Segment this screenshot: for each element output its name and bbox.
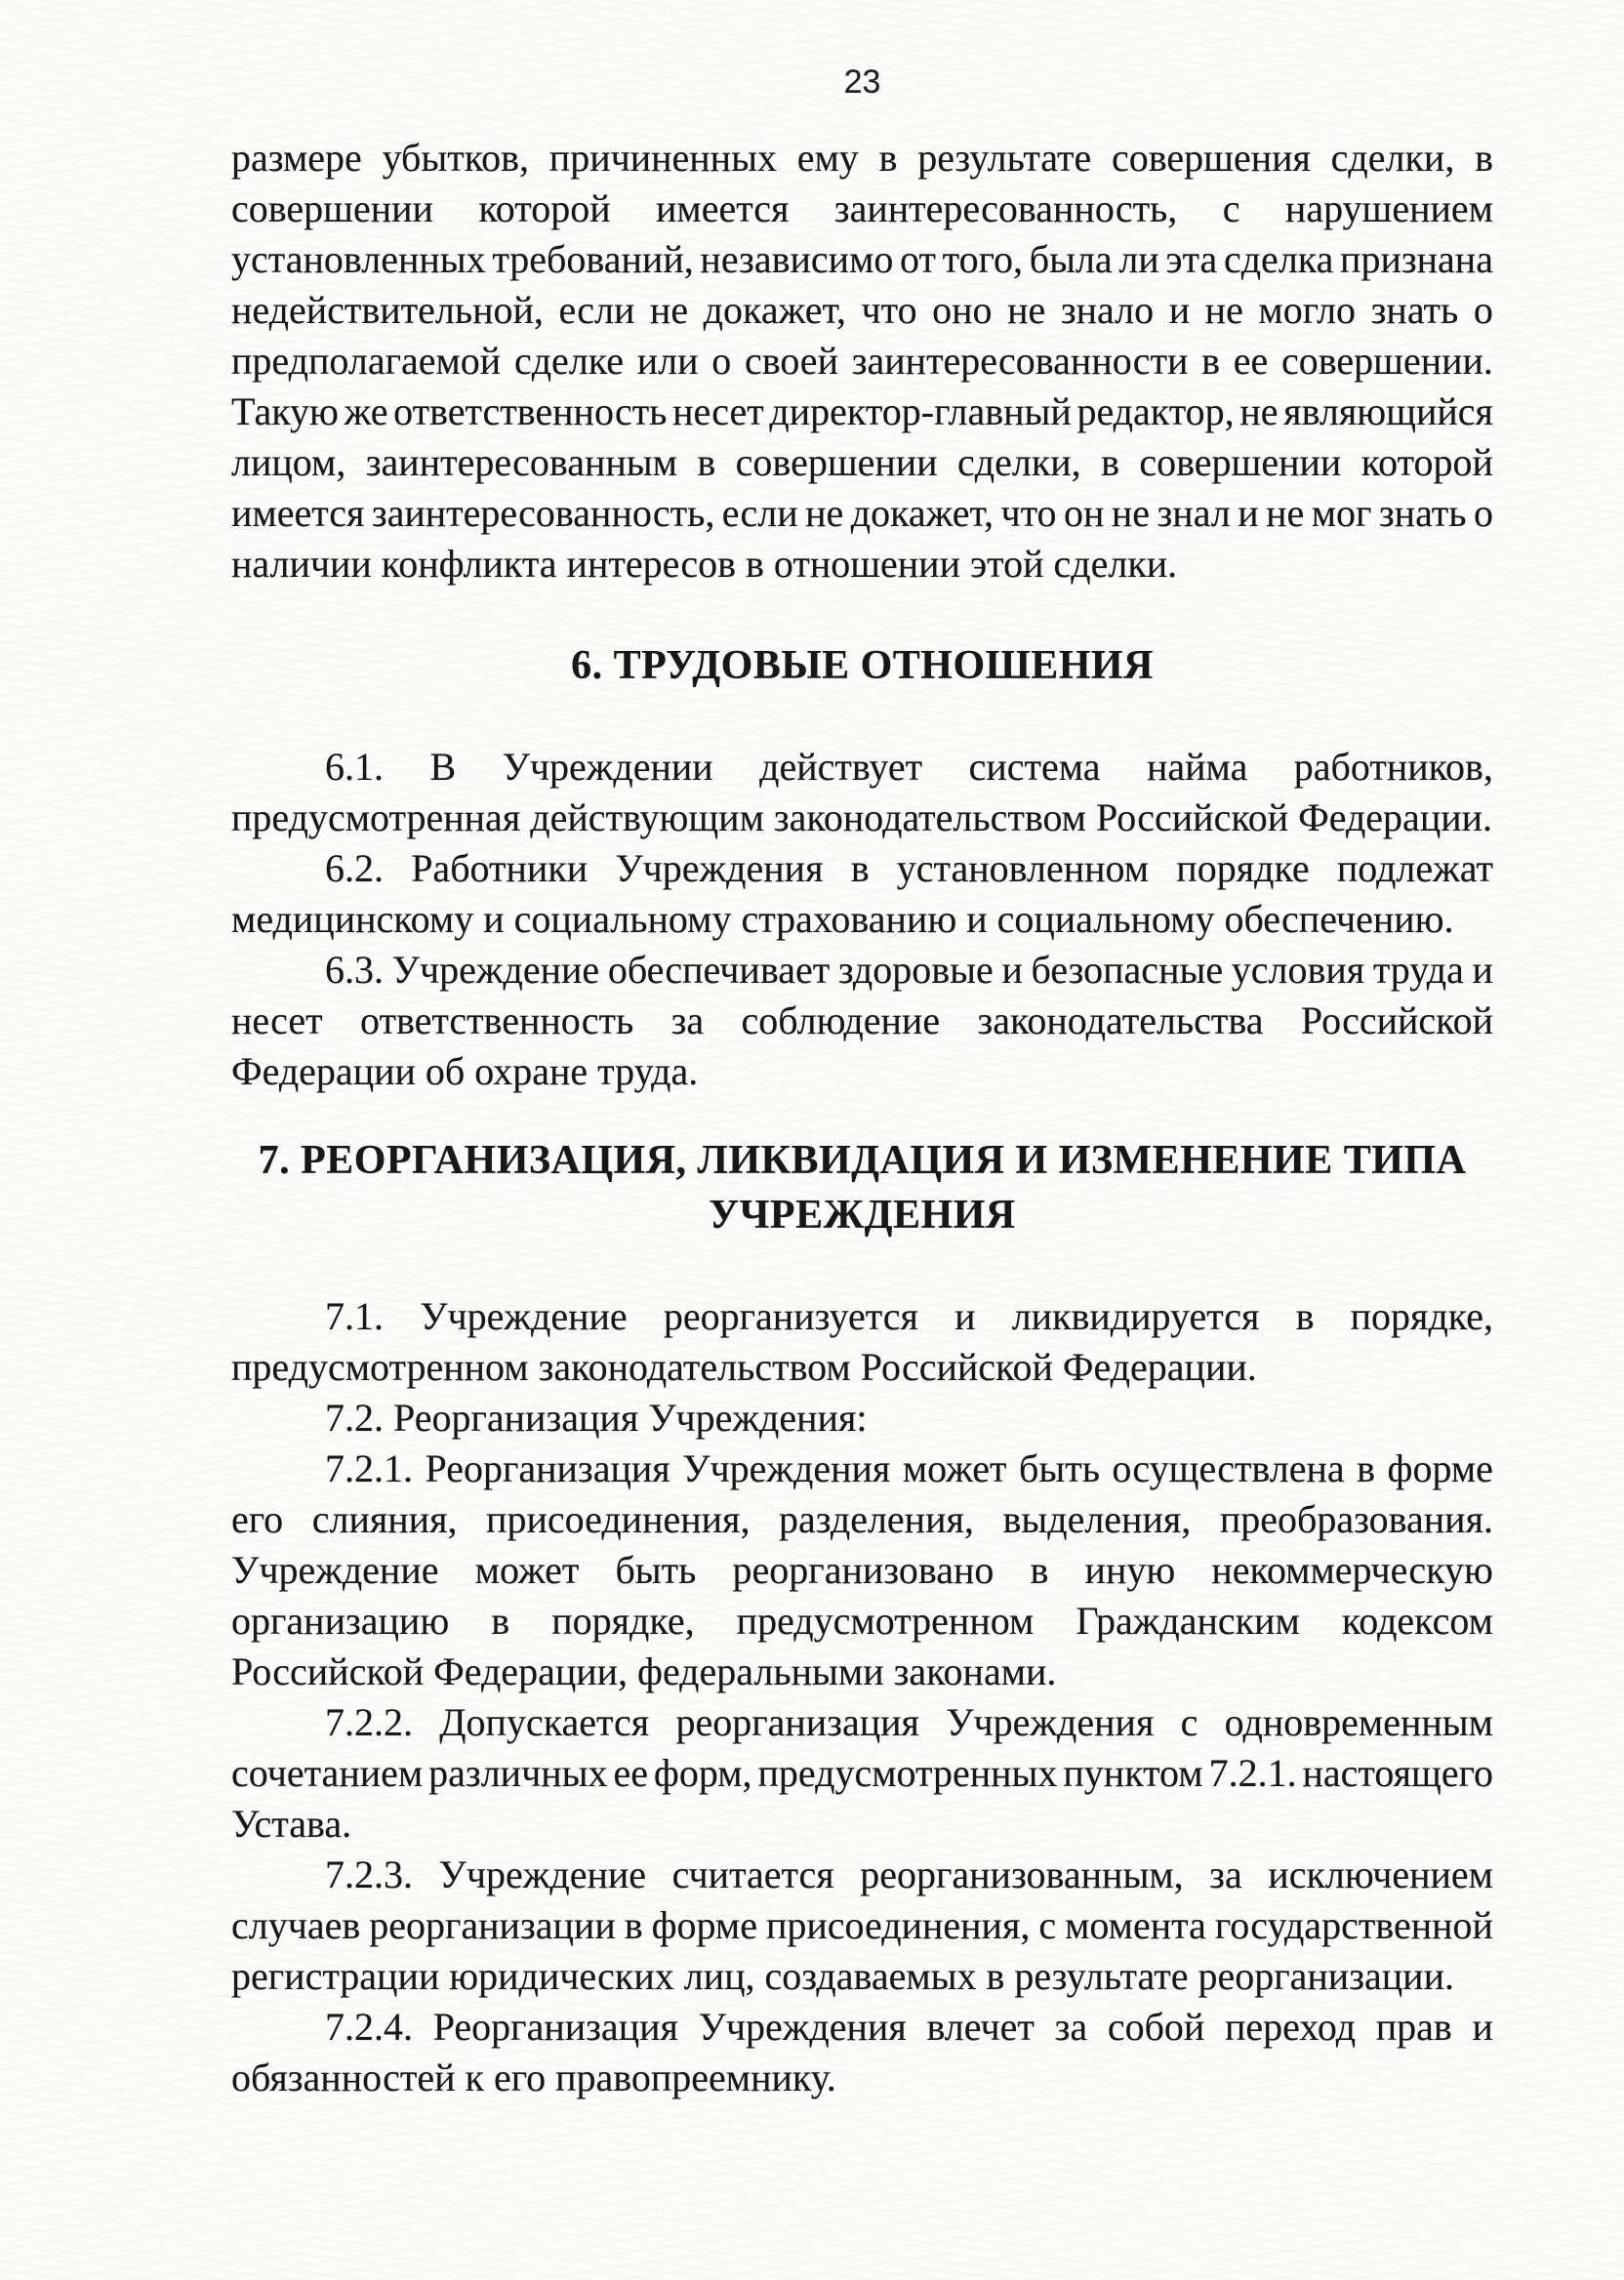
text-line bbox=[231, 1748, 1493, 1799]
word: и bbox=[954, 1294, 976, 1338]
word: в bbox=[624, 1903, 643, 1947]
word: совершения bbox=[1111, 136, 1311, 180]
word: ответственность bbox=[359, 998, 634, 1042]
text-line bbox=[231, 1444, 1493, 1494]
word: Учреждения bbox=[946, 1700, 1155, 1744]
word: не bbox=[1111, 491, 1151, 535]
word: в bbox=[697, 440, 716, 484]
text-line bbox=[231, 387, 1493, 437]
text-line bbox=[231, 1494, 1493, 1545]
word: заинтересованности bbox=[851, 339, 1189, 383]
word: докажет, bbox=[703, 288, 846, 332]
word: Гражданским bbox=[1076, 1599, 1300, 1643]
text-line: Федерации об охране труда. bbox=[231, 1049, 699, 1093]
para-6-3 bbox=[231, 945, 1493, 1097]
word: работников, bbox=[1293, 745, 1493, 789]
word: не bbox=[805, 491, 844, 535]
para-6-1 bbox=[231, 742, 1493, 843]
word: ее bbox=[1233, 339, 1269, 383]
word: недействительной, bbox=[231, 288, 544, 332]
word: Учреждения bbox=[615, 846, 824, 890]
word: эта bbox=[1165, 237, 1218, 281]
word: требований, bbox=[492, 237, 694, 281]
word: за bbox=[1054, 2005, 1088, 2049]
word: одновременным bbox=[1224, 1700, 1493, 1744]
text-line: 7.2. Реорганизация Учреждения: bbox=[325, 1396, 868, 1440]
word: в bbox=[1101, 440, 1119, 484]
word: влечет bbox=[926, 2005, 1035, 2049]
word: в bbox=[1201, 339, 1220, 383]
word: может bbox=[474, 1548, 580, 1592]
word: если bbox=[558, 288, 635, 332]
word: законодательства bbox=[977, 998, 1264, 1042]
word: о bbox=[1473, 288, 1493, 332]
word: 6.2. bbox=[325, 846, 384, 890]
text-line bbox=[231, 488, 1493, 539]
word: сделке bbox=[513, 339, 624, 383]
para-7-2 bbox=[231, 1393, 1493, 1444]
word: пунктом bbox=[1063, 1751, 1203, 1795]
word: или bbox=[636, 339, 699, 383]
text-line bbox=[231, 996, 1493, 1046]
text-line: наличии конфликта интересов в отношении этой сделки. bbox=[231, 542, 1178, 586]
text-line bbox=[231, 336, 1493, 387]
word: прав bbox=[1375, 2005, 1452, 2049]
word: от bbox=[900, 237, 936, 281]
word: не bbox=[1266, 491, 1305, 535]
word: 7.2.3. bbox=[325, 1852, 413, 1896]
word: знало bbox=[1060, 288, 1155, 332]
word: форме bbox=[1387, 1446, 1493, 1490]
word: несет bbox=[672, 389, 764, 433]
page-number: 23 bbox=[843, 63, 881, 101]
text-line: обязанностей к его правопреемнику. bbox=[231, 2056, 836, 2099]
word: иную bbox=[1084, 1548, 1176, 1592]
word: осуществлена bbox=[1112, 1446, 1345, 1490]
word: настоящего bbox=[1302, 1751, 1493, 1795]
word: может bbox=[902, 1446, 1007, 1490]
para-6-2 bbox=[231, 843, 1493, 945]
text-line bbox=[231, 1850, 1493, 1900]
word: момента bbox=[1065, 1903, 1206, 1947]
para-7-2-3 bbox=[231, 1850, 1493, 2002]
word: могло bbox=[1258, 288, 1357, 332]
text-line: медицинскому и социальному страхованию и социальному обеспечению. bbox=[231, 897, 1454, 941]
word: знал bbox=[1157, 491, 1231, 535]
text-line bbox=[231, 1291, 1493, 1342]
word: реорганизации bbox=[369, 1903, 616, 1947]
word: кодексом bbox=[1341, 1599, 1493, 1643]
word: в bbox=[1357, 1446, 1376, 1490]
word: за bbox=[1209, 1852, 1242, 1896]
word: Учреждения bbox=[698, 2005, 907, 2049]
text-line: предусмотренном законодательством Российской Федерации. bbox=[231, 1345, 1257, 1389]
word: разделения, bbox=[779, 1497, 974, 1541]
text-line: регистрации юридических лиц, создаваемых в результате реорганизации. bbox=[231, 1954, 1454, 1998]
word: действует bbox=[759, 745, 923, 789]
word: реорганизовано bbox=[732, 1548, 995, 1592]
word: была bbox=[1029, 237, 1113, 281]
word: он bbox=[1064, 491, 1105, 535]
word: в bbox=[1030, 1548, 1049, 1592]
heading-section-6 bbox=[231, 638, 1493, 693]
word: быть bbox=[615, 1548, 697, 1592]
word: знать bbox=[1378, 491, 1467, 535]
word: государственной bbox=[1214, 1903, 1493, 1947]
text-line bbox=[231, 183, 1493, 234]
para-7-1 bbox=[231, 1291, 1493, 1393]
word: соблюдение bbox=[741, 998, 941, 1042]
text-line bbox=[231, 1900, 1493, 1951]
word: найма bbox=[1146, 745, 1248, 789]
word: Реорганизация bbox=[432, 2005, 678, 2049]
word: с bbox=[1038, 1903, 1057, 1947]
word: совершении bbox=[231, 186, 433, 230]
word: редактор, bbox=[1076, 389, 1235, 433]
word: ответственность bbox=[393, 389, 668, 433]
heading-line: 6. ТРУДОВЫЕ ОТНОШЕНИЯ bbox=[571, 643, 1154, 688]
word: имеется bbox=[656, 186, 790, 230]
word: слияния, bbox=[311, 1497, 458, 1541]
text-line bbox=[231, 1596, 1493, 1647]
word: которой bbox=[478, 186, 611, 230]
para-7-2-2 bbox=[231, 1697, 1493, 1850]
text-line bbox=[231, 285, 1493, 336]
word: ее bbox=[613, 1751, 648, 1795]
word: исключением bbox=[1268, 1852, 1493, 1896]
word: не bbox=[649, 288, 689, 332]
word: заинтересованность, bbox=[371, 491, 715, 535]
word: заинтересованным bbox=[365, 440, 677, 484]
word: в bbox=[1295, 1294, 1315, 1338]
word: Учреждение bbox=[420, 1294, 628, 1338]
word: и bbox=[1238, 491, 1259, 535]
word: система bbox=[968, 745, 1101, 789]
word: независимо bbox=[700, 237, 894, 281]
word: совершении. bbox=[1280, 339, 1493, 383]
word: причиненных bbox=[548, 136, 777, 180]
word: 7.1. bbox=[325, 1294, 384, 1338]
text-line bbox=[231, 1545, 1493, 1596]
word: присоединения, bbox=[486, 1497, 751, 1541]
word: Допускается bbox=[439, 1700, 650, 1744]
word: реорганизованным, bbox=[860, 1852, 1184, 1896]
word: Учреждения bbox=[682, 1446, 891, 1490]
word: 7.2.2. bbox=[325, 1700, 413, 1744]
word: в bbox=[850, 846, 870, 890]
word: Работники bbox=[411, 846, 589, 890]
para-7-2-4 bbox=[231, 2002, 1493, 2103]
heading-line: 7. РЕОРГАНИЗАЦИЯ, ЛИКВИДАЦИЯ И ИЗМЕНЕНИЕ ТИПА bbox=[258, 1138, 1467, 1183]
word: 7.2.4. bbox=[325, 2005, 413, 2049]
para-7-2-1 bbox=[231, 1444, 1493, 1697]
word: реорганизуется bbox=[663, 1294, 918, 1338]
word: сделка bbox=[1223, 237, 1334, 281]
para-liability-continuation bbox=[231, 133, 1493, 590]
word: порядке, bbox=[1350, 1294, 1493, 1338]
heading-line: УЧРЕЖДЕНИЯ bbox=[709, 1193, 1016, 1238]
word: считается bbox=[671, 1852, 834, 1896]
text-line bbox=[231, 843, 1493, 894]
word: нарушением bbox=[1284, 186, 1493, 230]
word: порядке, bbox=[551, 1599, 695, 1643]
word: не bbox=[1007, 288, 1046, 332]
word: за bbox=[670, 998, 705, 1042]
text-line bbox=[231, 1697, 1493, 1748]
text-line bbox=[231, 234, 1493, 285]
word: являющийся bbox=[1283, 389, 1493, 433]
text-line bbox=[231, 945, 1493, 996]
word: установленном bbox=[896, 846, 1150, 890]
word: в bbox=[878, 136, 898, 180]
word: предполагаемой bbox=[231, 339, 502, 383]
word: преобразования. bbox=[1219, 1497, 1493, 1541]
word: о bbox=[1473, 491, 1493, 535]
word: мог bbox=[1311, 491, 1372, 535]
text-line: Устава. bbox=[231, 1802, 352, 1846]
word: директор-главный bbox=[769, 389, 1072, 433]
word: и bbox=[1168, 288, 1191, 332]
word: форме bbox=[651, 1903, 757, 1947]
word: имеется bbox=[231, 491, 365, 535]
word: в bbox=[491, 1599, 510, 1643]
word: признана bbox=[1340, 237, 1493, 281]
word: совершении bbox=[735, 440, 938, 484]
word: и bbox=[1001, 948, 1023, 992]
word: не bbox=[1204, 288, 1243, 332]
word: 7.2.1. bbox=[325, 1446, 413, 1490]
word: труда bbox=[1372, 948, 1464, 992]
word: сочетанием bbox=[231, 1751, 424, 1795]
word: о bbox=[711, 339, 732, 383]
word: Такую bbox=[231, 389, 339, 433]
word: безопасные bbox=[1031, 948, 1224, 992]
word: результате bbox=[917, 136, 1092, 180]
word: выделения, bbox=[1002, 1497, 1192, 1541]
word: 7.2.1. bbox=[1208, 1751, 1297, 1795]
word: Учреждение bbox=[231, 1548, 439, 1592]
word: если bbox=[721, 491, 798, 535]
text-line: предусмотренная действующим законодательством Российской Федерации. bbox=[231, 795, 1493, 839]
word: установленных bbox=[231, 237, 486, 281]
word: реорганизация bbox=[675, 1700, 919, 1744]
word: заинтересованность, bbox=[833, 186, 1178, 230]
word: знать bbox=[1370, 288, 1459, 332]
text-line bbox=[231, 437, 1493, 488]
word: и bbox=[1472, 2005, 1493, 2049]
word: ли bbox=[1118, 237, 1159, 281]
word: совершении bbox=[1139, 440, 1342, 484]
word: сделки, bbox=[1330, 136, 1455, 180]
word: Российской bbox=[1300, 998, 1493, 1042]
text-line bbox=[231, 742, 1493, 793]
word: порядке bbox=[1176, 846, 1310, 890]
word: с bbox=[1222, 186, 1240, 230]
word: того, bbox=[942, 237, 1024, 281]
word: собой bbox=[1107, 2005, 1205, 2049]
word: сделки, bbox=[957, 440, 1081, 484]
word: форм, bbox=[653, 1751, 752, 1795]
word: подлежат bbox=[1336, 846, 1493, 890]
word: организацию bbox=[231, 1599, 450, 1643]
word: Учреждение bbox=[391, 948, 600, 992]
word: условия bbox=[1231, 948, 1365, 992]
word: что bbox=[861, 288, 917, 332]
word: предусмотренном bbox=[736, 1599, 1035, 1643]
word: которой bbox=[1360, 440, 1493, 484]
word: докажет, bbox=[850, 491, 995, 535]
word: его bbox=[231, 1497, 284, 1541]
word: оно bbox=[932, 288, 993, 332]
word: размере bbox=[231, 136, 362, 180]
word: ликвидируется bbox=[1011, 1294, 1260, 1338]
word: же bbox=[344, 389, 388, 433]
heading-section-7 bbox=[231, 1133, 1493, 1242]
word: здоровые bbox=[837, 948, 994, 992]
word: убытков, bbox=[382, 136, 530, 180]
page-content-area bbox=[231, 0, 1493, 2280]
word: 6.3. bbox=[325, 948, 384, 992]
word: В bbox=[429, 745, 457, 789]
word: 6.1. bbox=[325, 745, 384, 789]
word: переход bbox=[1225, 2005, 1357, 2049]
word: с bbox=[1180, 1700, 1198, 1744]
word: присоединения, bbox=[765, 1903, 1031, 1947]
word: в bbox=[1475, 136, 1493, 180]
word: предусмотренных bbox=[757, 1751, 1058, 1795]
word: Реорганизация bbox=[425, 1446, 670, 1490]
word: и bbox=[1472, 948, 1493, 992]
word: своей bbox=[744, 339, 838, 383]
word: быть bbox=[1018, 1446, 1100, 1490]
word: случаев bbox=[231, 1903, 361, 1947]
word: что bbox=[1000, 491, 1057, 535]
word: ему bbox=[796, 136, 859, 180]
word: несет bbox=[231, 998, 323, 1042]
word: не bbox=[1239, 389, 1279, 433]
word: обеспечивает bbox=[607, 948, 831, 992]
word: Учреждении bbox=[502, 745, 713, 789]
text-line bbox=[231, 133, 1493, 183]
text-line bbox=[231, 2002, 1493, 2053]
word: различных bbox=[428, 1751, 608, 1795]
text-line: Российской Федерации, федеральными законами. bbox=[231, 1649, 1057, 1693]
word: некоммерческую bbox=[1211, 1548, 1493, 1592]
word: лицом, bbox=[231, 440, 346, 484]
word: Учреждение bbox=[438, 1852, 647, 1896]
